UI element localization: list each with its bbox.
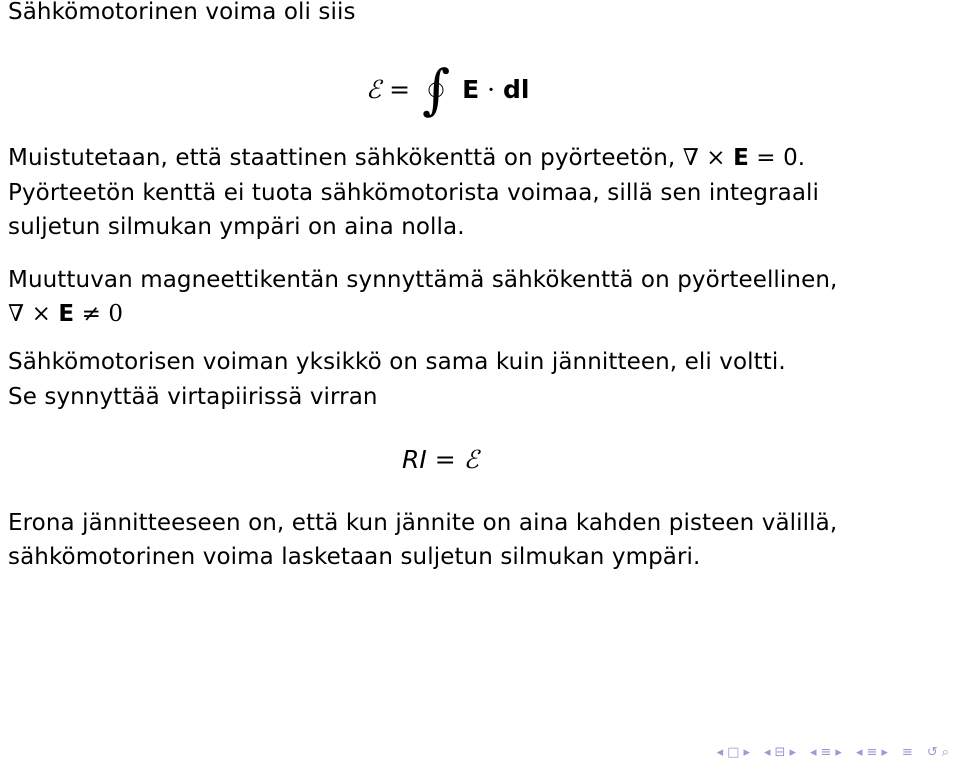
section-icon[interactable]: ≡ [820, 745, 832, 760]
frame-icon[interactable]: □ [727, 745, 740, 760]
ri-term: RI [402, 445, 427, 474]
contour-integral-icon: ∫ [422, 58, 451, 121]
align-icon[interactable]: ≡ [901, 745, 913, 760]
beamer-navigation-bar [717, 744, 949, 762]
presentation-icon[interactable]: ≡ [866, 745, 878, 760]
field-vector: E [58, 301, 75, 327]
nav-right-icon[interactable]: ▸ [835, 745, 842, 760]
nav-right-icon[interactable]: ▸ [743, 745, 750, 760]
nav-left-icon[interactable]: ◂ [716, 745, 724, 760]
nav-right-icon[interactable]: ▸ [789, 745, 796, 760]
intro-line: Sähkömotorinen voima oli siis [8, 0, 356, 25]
para4-line2: sähkömotorinen voima lasketaan suljetun silmukan ympäri. [8, 544, 701, 570]
nav-right-icon[interactable]: ▸ [881, 745, 888, 760]
equals-sign: = [426, 445, 464, 474]
para2-line2: ∇ × E ≠ 0 [8, 301, 124, 327]
subsection-icon[interactable]: ⊟ [774, 745, 786, 760]
para1-line3: suljetun silmukan ympäri on aina nolla. [8, 214, 465, 240]
emf-symbol: ℰ [366, 75, 382, 104]
line-element-vector: dl [503, 75, 530, 104]
emf-symbol: ℰ [463, 445, 479, 474]
dot-operator: · [487, 75, 496, 104]
para3-line1: Sähkömotorisen voiman yksikkö on sama kuin jännitteen, eli voltti. [8, 349, 786, 375]
para1-line1: Muistutetaan, että staattinen sähkökenttä on pyörteetön, ∇ × E = 0. [8, 145, 806, 171]
ohm-emf-equation [402, 445, 479, 475]
para4-line1: Erona jännitteeseen on, että kun jännite on aina kahden pisteen välillä, [8, 510, 838, 536]
field-vector: E [733, 145, 749, 171]
nabla-symbol: ∇ [8, 301, 25, 327]
equals-sign: = [389, 75, 411, 104]
search-icon[interactable]: ⌕ [941, 745, 949, 760]
para3-line2: Se synnyttää virtapiirissä virran [8, 384, 378, 410]
emf-integral-equation [366, 58, 530, 121]
nav-left-icon[interactable]: ◂ [855, 745, 863, 760]
para2-line1: Muuttuvan magneettikentän synnyttämä sähkökenttä on pyörteellinen, [8, 267, 838, 293]
nabla-symbol: ∇ [682, 145, 699, 171]
nav-left-icon[interactable]: ◂ [764, 745, 771, 760]
electric-field-vector: E [462, 75, 480, 104]
para1-line2: Pyörteetön kenttä ei tuota sähkömotorista voimaa, sillä sen integraali [8, 180, 819, 206]
nav-left-icon[interactable]: ◂ [809, 745, 817, 760]
loop-icon[interactable]: ↺ [926, 745, 938, 760]
